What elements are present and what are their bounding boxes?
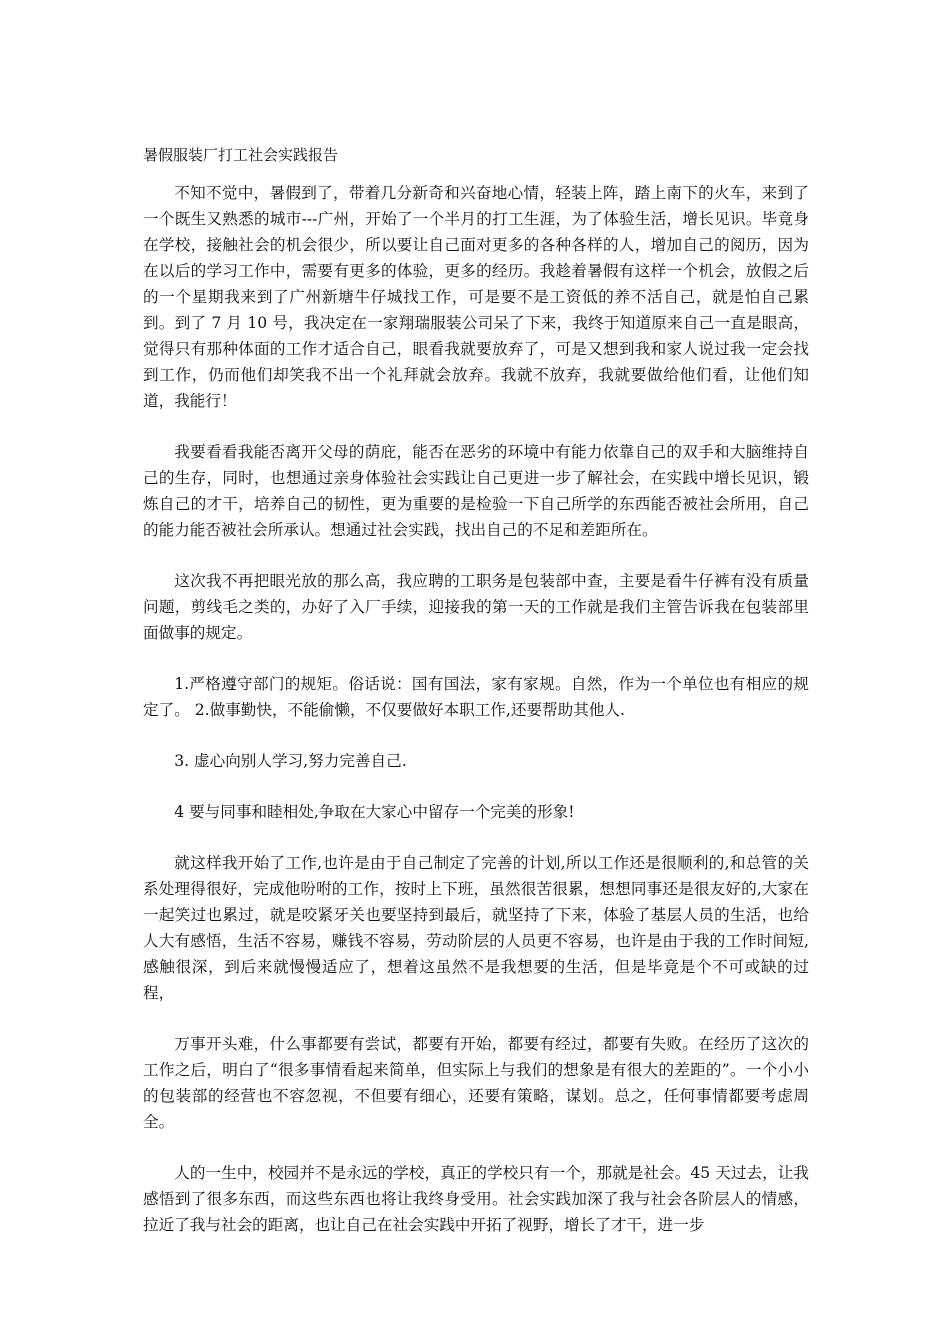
paragraph-intro: 不知不觉中，暑假到了，带着几分新奇和兴奋地心情，轻装上阵，踏上南下的火车，来到了一个既生又熟悉的城市---广州，开始了一个半月的打工生涯，为了体验生活，增长见识。毕竟身在学校，接触社会的机会很少，所以要让自己面对更多的各种各样的人，增加自己的阅历，因为在以后的学习工作中，需要有更多的体验，更多的经历。我趁着暑假有这样一个机会，放假之后的一个星期我来到了广州新塘牛仔城找工作，可是要不是工资低的养不活自己，就是怕自己累到。到了 7 月 10 号，我决定在一家翔瑞服装公司呆了下来，我终于知道原来自己一直是眼高，觉得只有那种体面的工作才适合自己，眼看我就要放弃了，可是又想到我和家人说过我一定会找到工作，仍而他们却笑我不出一个礼拜就会放弃。我就不放弃，我就要做给他们看，让他们知道，我能行！ <box>143 184 809 410</box>
paragraph-conclusion: 人的一生中，校园并不是永远的学校，真正的学校只有一个，那就是社会。45 天过去，让我感悟到了很多东西，而这些东西也将让我终身受用。社会实践加深了我与社会各阶层人的情感，拉近了我与社会的距离，也让自己在社会实践中开拓了视野，增长了才干，进一步 <box>143 1164 809 1234</box>
paragraph-rule-1-2: 1.严格遵守部门的规矩。俗话说：国有国法，家有家规。自然，作为一个单位也有相应的规定了。 2.做事勤快，不能偷懒，不仅要做好本职工作,还要帮助其他人. <box>143 675 809 719</box>
paragraph-work: 就这样我开始了工作,也许是由于自己制定了完善的计划,所以工作还是很顺利的,和总管的关系处理得很好，完成他吩咐的工作，按时上下班，虽然很苦很累，想想同事还是很友好的,大家在一起笑过也累过，就是咬紧牙关也要坚持到最后，就坚持了下来，体验了基层人员的生活，也给人大有感悟，生活不容易，赚钱不容易，劳动阶层的人员更不容易，也许是由于我的工作时间短,感触很深，到后来就慢慢适应了，想着这虽然不是我想要的生活，但是毕竟是个不可或缺的过程， <box>143 854 809 1002</box>
paragraph-rule-3: 3. 虚心向别人学习,努力完善自己. <box>174 752 407 770</box>
paragraph-reflection: 万事开头难，什么事都要有尝试，都要有开始，都要有经过，都要有失败。在经历了这次的工作之后，明白了“很多事情看起来简单，但实际上与我们的想象是有很大的差距的”。一个小小的包装部的经营也不容忽视，不但要有细心，还要有策略，谋划。总之，任何事情都要考虑周全。 <box>143 1035 809 1131</box>
paragraph-motivation: 我要看看我能否离开父母的荫庇，能否在恶劣的环境中有能力依靠自己的双手和大脑维持自己的生存，同时，也想通过亲身体验社会实践让自己更进一步了解社会，在实践中增长见识，锻炼自己的才干，培养自己的韧性，更为重要的是检验一下自己所学的东西能否被社会所用，自己的能力能否被社会所承认。想通过社会实践，找出自己的不足和差距所在。 <box>143 443 809 539</box>
paragraph-rule-4: 4 要与同事和睦相处,争取在大家心中留存一个完美的形象! <box>174 803 575 821</box>
document-body <box>143 142 809 1263</box>
document-title: 暑假服装厂打工社会实践报告 <box>143 146 339 164</box>
paragraph-job: 这次我不再把眼光放的那么高，我应聘的工职务是包装部中查，主要是看牛仔裤有没有质量问题，剪线毛之类的，办好了入厂手续，迎接我的第一天的工作就是我们主管告诉我在包装部里面做事的规定。 <box>143 572 809 642</box>
